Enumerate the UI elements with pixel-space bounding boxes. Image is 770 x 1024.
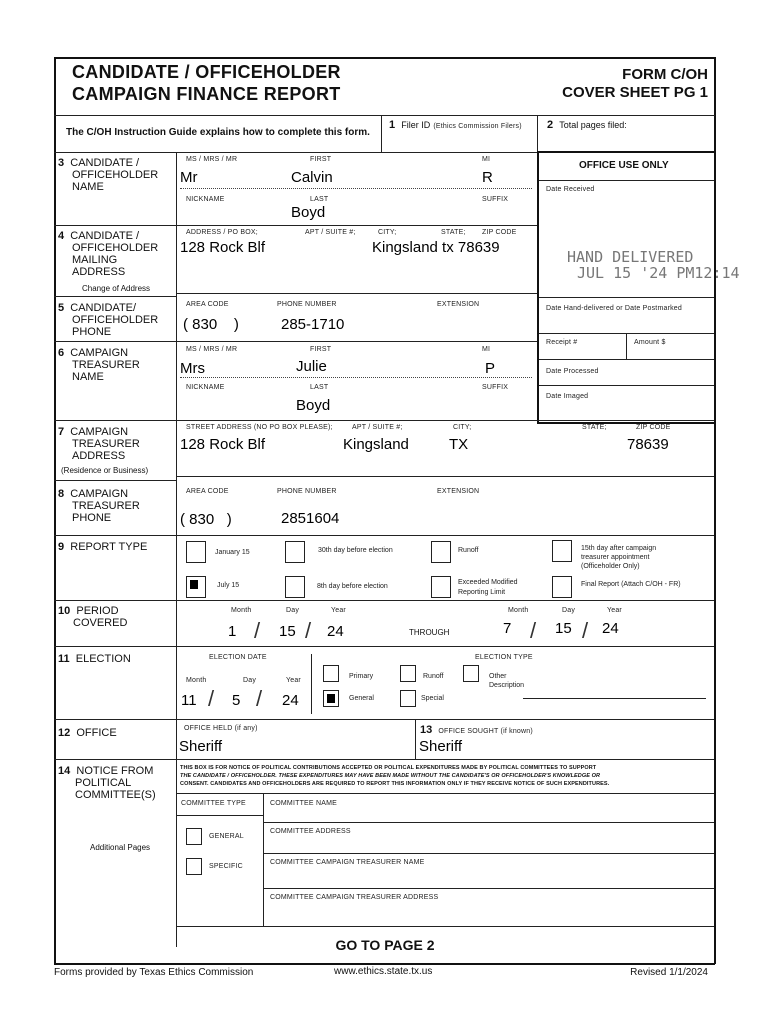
divider [176,293,537,294]
treasurer-last-name[interactable]: Boyd [296,397,331,414]
election-type-header: ELECTION TYPE [475,654,533,661]
s8-phone-header: PHONE NUMBER [277,488,337,495]
date-slash: / [256,686,263,711]
divider [54,341,537,342]
s10-year-header-2: Year [607,607,622,614]
15th-day-label-l3: (Officeholder Only) [581,563,640,570]
s3-nick-header: NICKNAME [186,196,225,203]
divider [263,793,264,926]
checkbox-election-runoff[interactable] [400,665,416,682]
s4-addr-header: ADDRESS / PO BOX; [186,229,258,236]
form-page-label: COVER SHEET PG 1 [562,84,708,101]
office-sought-value[interactable]: Sheriff [419,738,463,755]
header-divider [54,115,715,116]
office-held-header: OFFICE HELD (if any) [184,725,258,732]
date-slash: / [254,618,261,643]
s10-day-header-2: Day [562,607,576,614]
30th-day-label: 30th day before election [318,547,393,554]
s6-ms-header: MS / MRS / MR [186,346,238,353]
go-to-page-2: GO TO PAGE 2 [335,937,435,953]
additional-pages-label: Additional Pages [90,843,151,852]
s4-state-header: STATE; [441,229,466,236]
s8-label-l3: PHONE [72,512,112,524]
s5-area-header: AREA CODE [186,301,229,308]
date-received-label: Date Received [546,186,595,193]
date-slash: / [208,686,215,711]
s11-year-header: Year [286,677,301,684]
s7-apt-header: APT / SUITE #; [352,424,403,431]
election-year[interactable]: 24 [282,692,299,709]
s14-label-l3: COMMITTEE(S) [75,789,156,801]
s11-label: 11 ELECTION [58,653,131,665]
s3-label-l2: OFFICEHOLDER [72,169,159,181]
checkbox-committee-general[interactable] [186,828,202,845]
s4-city-header: CITY; [378,229,397,236]
notice-line3: CONSENT. CANDIDATES AND OFFICEHOLDERS ARE REQUIRED TO REPORT THIS INFORMATION ONLY IF THEY RECEIVE NOTICE OF SUCH EXPENDITURES. [180,781,610,787]
primary-label: Primary [349,673,374,680]
filer-id-label: 1 Filer ID (Ethics Commission Filers) [389,119,522,131]
s8-area-header: AREA CODE [186,488,229,495]
checkbox-other[interactable] [463,665,479,682]
s4-label: 4 CANDIDATE / [58,230,140,242]
divider [54,600,714,601]
date-imaged-label: Date Imaged [546,393,589,400]
divider [54,225,537,226]
period-from-year[interactable]: 24 [327,623,344,640]
s4-label-l3: MAILING [72,254,118,266]
committee-treasurer-name-header: COMMITTEE CAMPAIGN TREASURER NAME [270,859,425,866]
committee-address-header: COMMITTEE ADDRESS [270,828,351,835]
election-day[interactable]: 5 [232,692,241,709]
s6-label-l2: TREASURER [72,359,140,371]
committee-general-label: GENERAL [209,833,244,840]
s10-month-header-2: Month [508,607,529,614]
label-column-divider [176,152,177,947]
election-month[interactable]: 11 [181,692,197,709]
candidate-area-code[interactable]: ( 830 ) [183,316,239,333]
general-label: General [349,695,374,702]
s3-ms-header: MS / MRS / MR [186,156,238,163]
s3-label-l3: NAME [72,181,104,193]
s3-label: 3 CANDIDATE / [58,157,140,169]
divider [626,333,627,359]
divider [263,822,714,823]
amount-label: Amount $ [634,339,666,346]
treasurer-prefix[interactable]: Mrs [180,360,205,377]
period-to-month[interactable]: 7 [503,620,512,637]
candidate-last-name[interactable]: Boyd [291,204,326,221]
footer-revised: Revised 1/1/2024 [630,967,708,978]
runoff-label: Runoff [458,547,479,554]
divider [381,115,382,153]
treasurer-city[interactable]: Kingsland [343,436,409,453]
s6-nick-header: NICKNAME [186,384,225,391]
received-stamp-line2: JUL 15 '24 PM12:14 [577,264,740,282]
s4-apt-header: APT / SUITE #; [305,229,356,236]
bottom-border [54,963,715,965]
committee-treasurer-address-header: COMMITTEE CAMPAIGN TREASURER ADDRESS [270,894,439,901]
committee-name-header: COMMITTEE NAME [270,800,337,807]
divider [539,180,714,181]
s6-first-header: FIRST [310,346,332,353]
s3-suffix-header: SUFFIX [482,196,509,203]
exceeded-label-l1: Exceeded Modified [458,579,518,586]
receipt-label: Receipt # [546,339,578,346]
treasurer-first-name[interactable]: Julie [296,358,327,375]
s14-label: 14 NOTICE FROM [58,765,154,777]
total-pages-label: 2 Total pages filed: [547,119,627,131]
checkbox-special[interactable] [400,690,416,707]
form-code: FORM C/OH [622,66,708,83]
divider [54,646,714,647]
s8-label-l2: TREASURER [72,500,140,512]
s11-day-header: Day [243,677,257,684]
candidate-phone[interactable]: 285-1710 [281,316,345,333]
divider [54,480,176,481]
treasurer-phone[interactable]: 2851604 [281,510,340,527]
s10-year-header: Year [331,607,346,614]
s5-ext-header: EXTENSION [437,301,480,308]
committee-specific-label: SPECIFIC [209,863,243,870]
s7-label-l3: ADDRESS [72,450,126,462]
s5-label-l2: OFFICEHOLDER [72,314,159,326]
s7-label-l2: TREASURER [72,438,140,450]
checkbox-january-15[interactable] [186,541,206,563]
candidate-city-state-zip[interactable]: Kingsland tx 78639 [372,239,500,256]
election-date-header: ELECTION DATE [209,654,267,661]
s4-label-l4: ADDRESS [72,266,126,278]
s5-label-l3: PHONE [72,326,112,338]
treasurer-state[interactable]: TX [449,436,469,453]
july-15-label: July 15 [217,582,240,589]
checkbox-runoff[interactable] [431,541,451,563]
candidate-first-name[interactable]: Calvin [291,169,333,186]
s3-last-header: LAST [310,196,329,203]
period-to-year[interactable]: 24 [602,620,619,637]
15th-day-label-l2: treasurer appointment [581,554,650,561]
s12-label: 12 OFFICE [58,727,117,739]
checkbox-primary[interactable] [323,665,339,682]
checkbox-15th-day-after[interactable] [552,540,572,562]
divider [539,359,714,360]
s10-label-l2: COVERED [73,617,128,629]
checkbox-30th-day[interactable] [285,541,305,563]
period-to-day[interactable]: 15 [555,620,572,637]
notice-line1: THIS BOX IS FOR NOTICE OF POLITICAL CONTRIBUTIONS ACCEPTED OR POLITICAL EXPENDITURES MADE BY POLITICAL COMMITTEES TO SUPPORT [180,765,597,771]
divider [54,420,714,421]
residence-note: (Residence or Business) [61,466,149,475]
s5-label: 5 CANDIDATE/ [58,302,137,314]
divider [176,793,714,794]
left-border [54,57,56,964]
divider [176,815,263,816]
checkbox-exceeded-limit[interactable] [431,576,451,598]
through-label: THROUGH [409,628,450,637]
dotted-divider [180,377,532,378]
divider [176,476,714,477]
s7-street-header: STREET ADDRESS (NO PO BOX PLEASE); [186,424,333,431]
s13-label: 13 OFFICE SOUGHT (if known) [420,724,533,736]
top-border [54,57,715,59]
special-label: Special [421,695,444,702]
checkbox-final-report[interactable] [552,576,572,598]
divider [54,719,714,720]
treasurer-area-code[interactable]: ( 830 ) [180,511,232,528]
footer-website[interactable]: www.ethics.state.tx.us [334,966,433,977]
s4-zip-header: ZIP CODE [482,229,517,236]
s6-suffix-header: SUFFIX [482,384,509,391]
final-report-label: Final Report (Attach C/OH - FR) [581,581,681,588]
dotted-divider [180,188,532,189]
s8-label: 8 CAMPAIGN [58,488,129,500]
divider [263,853,714,854]
candidate-prefix[interactable]: Mr [180,169,198,186]
instruction-text: The C/OH Instruction Guide explains how to complete this form. [66,127,370,138]
s3-mi-header: MI [482,156,491,163]
candidate-mi[interactable]: R [482,169,493,186]
checkbox-general[interactable] [323,690,339,707]
divider [263,888,714,889]
checkbox-committee-specific[interactable] [186,858,202,875]
s7-state-header: STATE; [582,424,607,431]
8th-day-label: 8th day before election [317,583,388,590]
change-of-address-label: Change of Address [82,284,151,293]
s4-label-l2: OFFICEHOLDER [72,242,159,254]
15th-day-label-l1: 15th day after campaign [581,545,657,552]
divider [539,297,714,298]
divider [539,385,714,386]
period-from-day[interactable]: 15 [279,623,296,640]
treasurer-street[interactable]: 128 Rock Blf [180,436,266,453]
divider [54,759,714,760]
date-processed-label: Date Processed [546,368,599,375]
other-label-l2: Description [489,682,525,689]
date-hand-label: Date Hand-delivered or Date Postmarked [546,305,682,312]
exceeded-label-l2: Reporting Limit [458,589,506,596]
s6-last-header: LAST [310,384,329,391]
treasurer-mi[interactable]: P [485,360,496,377]
form-title-line2: CAMPAIGN FINANCE REPORT [72,84,341,104]
s7-zip-header: ZIP CODE [636,424,671,431]
footer-left: Forms provided by Texas Ethics Commission [54,967,254,978]
s10-day-header: Day [286,607,300,614]
divider [54,296,176,297]
office-held-value[interactable]: Sheriff [179,738,223,755]
date-slash: / [305,618,312,643]
received-stamp-line1: HAND DELIVERED [567,248,694,266]
divider [537,115,538,153]
form-title-line1: CANDIDATE / OFFICEHOLDER [72,62,341,82]
office-use-title: OFFICE USE ONLY [579,160,669,171]
other-label-l1: Other [489,673,507,680]
s6-label: 6 CAMPAIGN [58,347,129,359]
s14-label-l2: POLITICAL [75,777,132,789]
notice-line2: THE CANDIDATE / OFFICEHOLDER. THESE EXPENDITURES MAY HAVE BEEN MADE WITHOUT THE CANDIDATE'S OR OFFICEHOLDER'S KNOWLEDGE OR [180,773,601,779]
date-slash: / [582,618,589,643]
s3-first-header: FIRST [310,156,332,163]
checkbox-8th-day[interactable] [285,576,305,598]
s5-phone-header: PHONE NUMBER [277,301,337,308]
committee-type-header: COMMITTEE TYPE [181,800,246,807]
divider [311,654,312,714]
date-slash: / [530,618,537,643]
s11-month-header: Month [186,677,207,684]
s8-ext-header: EXTENSION [437,488,480,495]
s7-city-header: CITY; [453,424,472,431]
candidate-address[interactable]: 128 Rock Blf [180,239,266,256]
election-runoff-label: Runoff [423,673,444,680]
s7-label: 7 CAMPAIGN [58,426,129,438]
divider [415,719,416,759]
divider [54,535,714,536]
period-from-month[interactable]: 1 [228,623,237,640]
s6-mi-header: MI [482,346,491,353]
s6-label-l3: NAME [72,371,104,383]
divider [54,152,537,153]
s10-label: 10 PERIOD [58,605,119,617]
other-description-line [523,698,706,699]
s10-month-header: Month [231,607,252,614]
s9-label: 9 REPORT TYPE [58,541,148,553]
january-15-label: January 15 [215,549,250,556]
treasurer-zip[interactable]: 78639 [627,436,669,453]
divider [176,926,714,927]
checkbox-july-15[interactable] [186,576,206,598]
